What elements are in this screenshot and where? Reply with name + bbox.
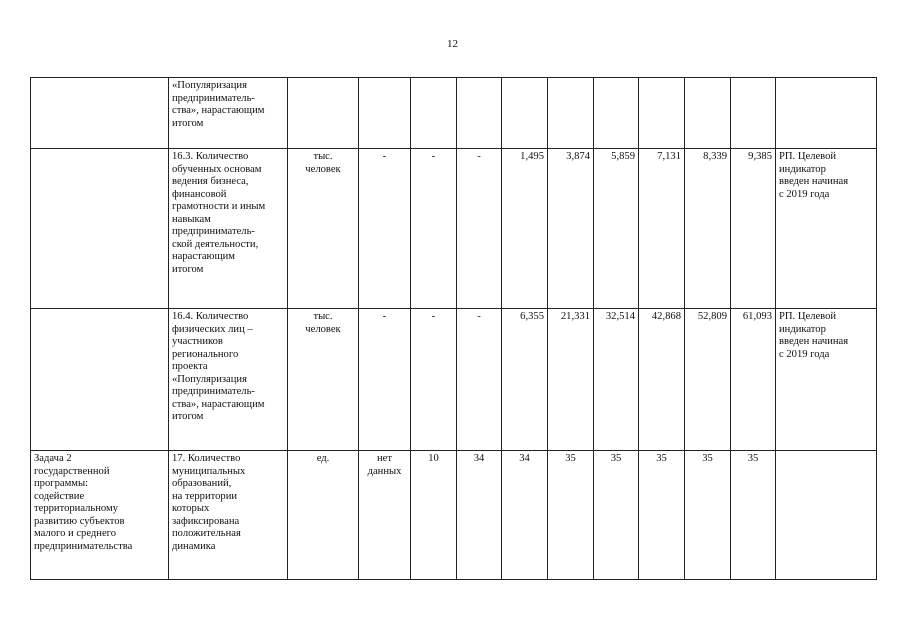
- table-row: [31, 309, 877, 451]
- value-cell: 3,874: [548, 149, 594, 309]
- note-cell: РП. Целевой индикатор введен начиная с 2019 года: [776, 149, 877, 309]
- indicator-cell: 17. Количество муниципальных образований, на территории которых зафиксирована положительная динамика: [169, 451, 288, 580]
- value-cell: -: [359, 309, 411, 451]
- value-cell: [685, 78, 731, 149]
- value-cell: 34: [457, 451, 502, 580]
- value-cell: 61,093: [731, 309, 776, 451]
- indicator-cell: 16.3. Количество обученных основам ведения бизнеса, финансовой грамотности и иным навыкам предприниматель- ской деятельности, нарастающим итогом: [169, 149, 288, 309]
- unit-cell: тыс. человек: [288, 149, 359, 309]
- value-cell: 35: [639, 451, 685, 580]
- table-row: [31, 78, 877, 149]
- task-cell: Задача 2 государственной программы: содействие территориальному развитию субъектов малого и среднего предпринимательства: [31, 451, 169, 580]
- unit-cell: [288, 78, 359, 149]
- table-row: [31, 451, 877, 580]
- indicator-cell: 16.4. Количество физических лиц – участников регионального проекта «Популяризация предприниматель- ства», нарастающим итогом: [169, 309, 288, 451]
- indicators-table: [30, 77, 877, 580]
- value-cell: [502, 78, 548, 149]
- value-cell: 8,339: [685, 149, 731, 309]
- indicator-cell: «Популяризация предприниматель- ства», нарастающим итогом: [169, 78, 288, 149]
- task-cell: [31, 149, 169, 309]
- value-cell: [457, 78, 502, 149]
- value-cell: 35: [594, 451, 639, 580]
- value-cell: 9,385: [731, 149, 776, 309]
- value-cell: 35: [548, 451, 594, 580]
- value-cell: -: [457, 149, 502, 309]
- value-cell: 52,809: [685, 309, 731, 451]
- unit-cell: ед.: [288, 451, 359, 580]
- value-cell: 21,331: [548, 309, 594, 451]
- value-cell: [594, 78, 639, 149]
- value-cell: [359, 78, 411, 149]
- value-cell: -: [457, 309, 502, 451]
- note-cell: [776, 451, 877, 580]
- value-cell: 1,495: [502, 149, 548, 309]
- value-cell: 6,355: [502, 309, 548, 451]
- value-cell: 7,131: [639, 149, 685, 309]
- value-cell: [639, 78, 685, 149]
- value-cell: 42,868: [639, 309, 685, 451]
- value-cell: [548, 78, 594, 149]
- value-cell: -: [411, 149, 457, 309]
- note-cell: [776, 78, 877, 149]
- note-cell: РП. Целевой индикатор введен начиная с 2019 года: [776, 309, 877, 451]
- value-cell: 10: [411, 451, 457, 580]
- value-cell: 32,514: [594, 309, 639, 451]
- task-cell: [31, 309, 169, 451]
- value-cell: 35: [731, 451, 776, 580]
- value-cell: 35: [685, 451, 731, 580]
- value-cell: 5,859: [594, 149, 639, 309]
- unit-cell: тыс. человек: [288, 309, 359, 451]
- table-row: [31, 149, 877, 309]
- value-cell: [411, 78, 457, 149]
- value-cell: нет данных: [359, 451, 411, 580]
- value-cell: -: [359, 149, 411, 309]
- value-cell: 34: [502, 451, 548, 580]
- task-cell: [31, 78, 169, 149]
- value-cell: [731, 78, 776, 149]
- value-cell: -: [411, 309, 457, 451]
- page-number: 12: [447, 38, 458, 50]
